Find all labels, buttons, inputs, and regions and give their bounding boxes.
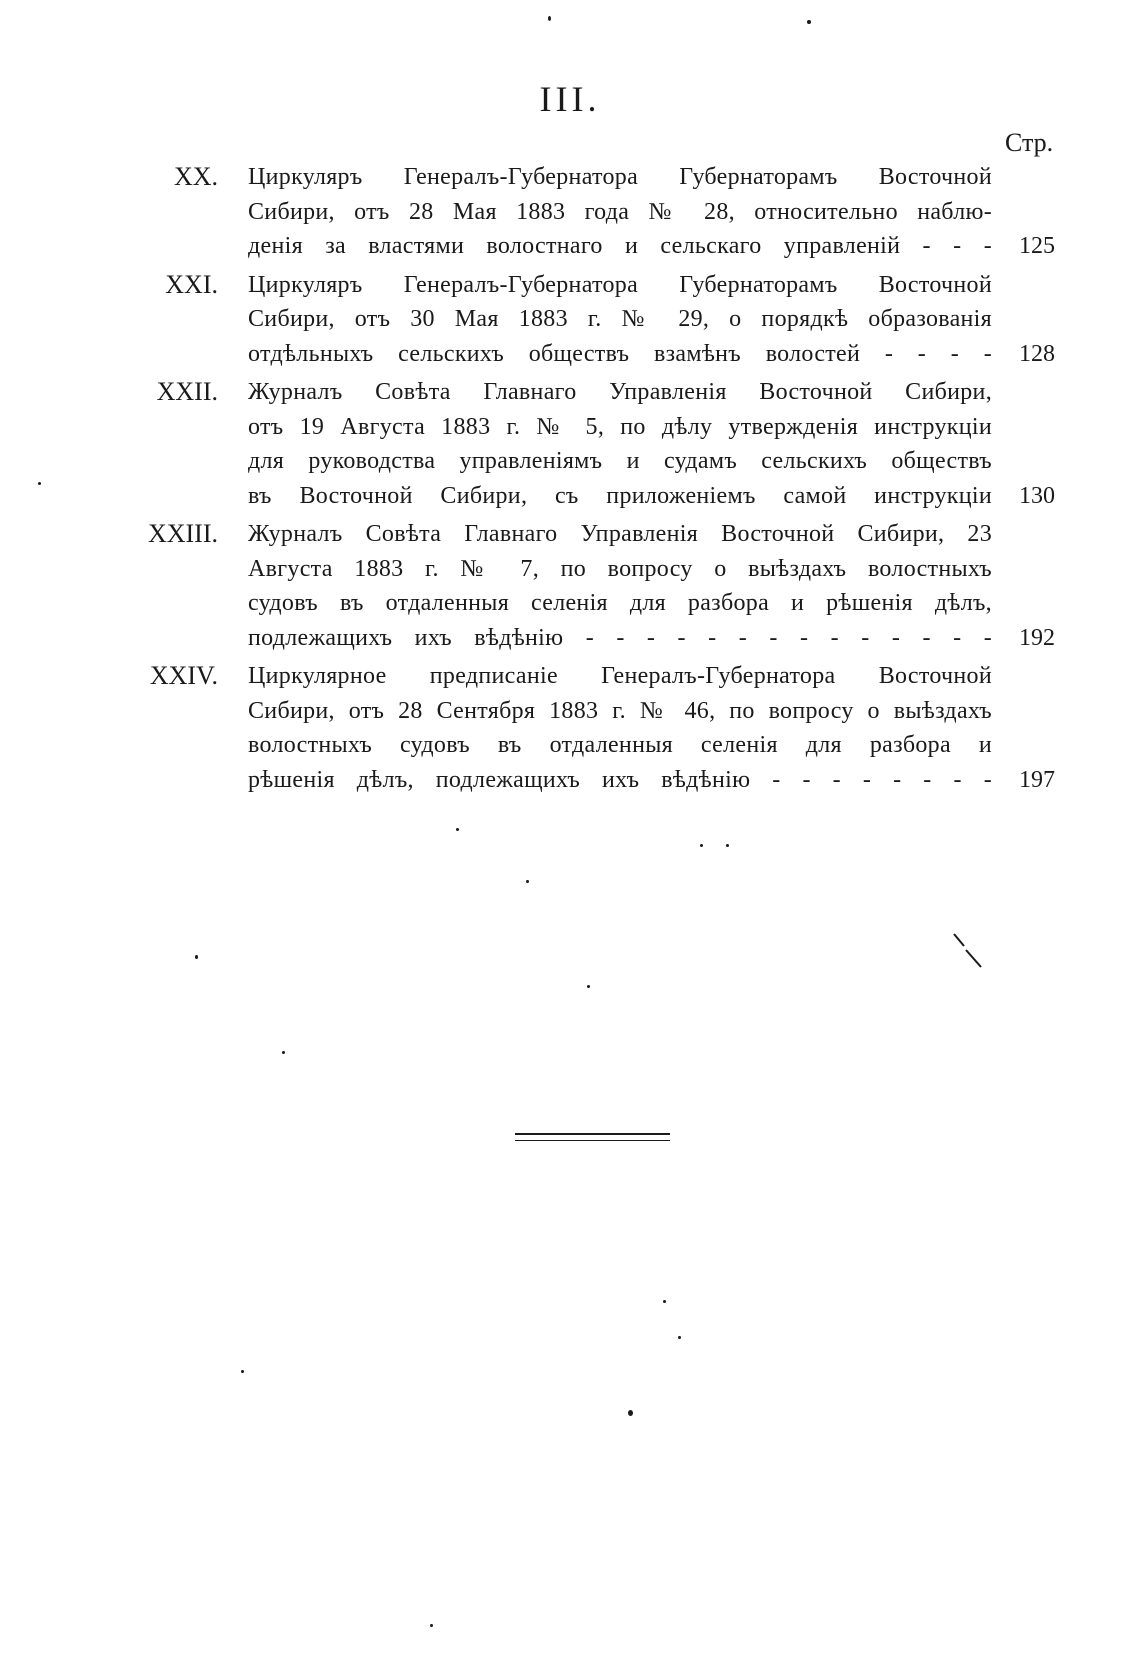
entry-page-ref: 125 bbox=[1019, 233, 1055, 259]
entry-page-ref: 197 bbox=[1019, 766, 1055, 793]
entry-text-line: Журналъ Совѣта Главнаго Управленія Восточной Сибири, bbox=[248, 379, 992, 405]
entry-text-line: волостныхъ судовъ въ отдаленныя селенія для разбора и bbox=[248, 732, 992, 758]
scan-speck bbox=[726, 844, 729, 847]
scan-speck bbox=[587, 985, 590, 988]
entry-text-line: рѣшенія дѣлъ, подлежащихъ ихъ вѣдѣнію - - - - - - - - bbox=[248, 766, 992, 793]
entry-page-ref: 128 bbox=[1019, 340, 1055, 367]
scan-speck bbox=[807, 20, 811, 24]
page-column-header: Стр. bbox=[1005, 128, 1054, 157]
entry-page-ref: 130 bbox=[1019, 482, 1055, 509]
entry-text-line: Циркулярное предписаніе Генералъ-Губернатора Восточной bbox=[248, 663, 992, 689]
entry-text-line: подлежащихъ ихъ вѣдѣнію - - - - - - - - - - - - - - bbox=[248, 624, 992, 651]
scan-speck bbox=[700, 844, 703, 847]
decorative-double-rule bbox=[515, 1133, 670, 1141]
scan-speck bbox=[526, 880, 529, 883]
page-number: III. bbox=[539, 79, 601, 119]
toc-entry bbox=[0, 160, 1140, 264]
scan-speck bbox=[548, 16, 551, 21]
entry-text-line: Циркуляръ Генералъ-Губернатора Губернаторамъ Восточной bbox=[248, 164, 992, 190]
scan-stroke-mark bbox=[950, 930, 985, 970]
scan-speck bbox=[282, 1051, 285, 1054]
toc-entry bbox=[0, 659, 1140, 797]
entry-text-line: Сибири, отъ 30 Мая 1883 г. № 29, о порядкѣ образованія bbox=[248, 306, 992, 332]
scan-speck bbox=[241, 1370, 244, 1373]
scan-speck bbox=[663, 1300, 666, 1303]
scan-speck bbox=[456, 828, 459, 831]
entry-numeral: XXIII. bbox=[147, 519, 218, 548]
entry-text-line: Сибири, отъ 28 Сентября 1883 г. № 46, по вопросу о выѣздахъ bbox=[248, 697, 992, 724]
entry-text-line: Циркуляръ Генералъ-Губернатора Губернаторамъ Восточной bbox=[248, 271, 992, 298]
table-of-contents bbox=[0, 160, 1140, 801]
entry-text-line: Журналъ Совѣта Главнаго Управленія Восточной Сибири, 23 bbox=[248, 521, 992, 547]
scan-speck bbox=[678, 1336, 681, 1339]
toc-entry bbox=[0, 375, 1140, 513]
entry-text-line: отъ 19 Августа 1883 г. № 5, по дѣлу утвержденія инструкціи bbox=[248, 413, 992, 440]
entry-text-line: судовъ въ отдаленныя селенія для разбора и рѣшенія дѣлъ, bbox=[248, 590, 992, 616]
scan-speck bbox=[38, 482, 41, 485]
entry-text-line: въ Восточной Сибири, съ приложеніемъ самой инструкціи bbox=[248, 482, 992, 509]
entry-page-ref: 192 bbox=[1019, 624, 1055, 651]
entry-text-line: для руководства управленіямъ и судамъ сельскихъ обществъ bbox=[248, 448, 992, 474]
entry-numeral: XX. bbox=[173, 162, 218, 191]
entry-numeral: XXIV. bbox=[149, 661, 218, 690]
scan-speck bbox=[628, 1410, 633, 1416]
entry-text-line: отдѣльныхъ сельскихъ обществъ взамѣнъ волостей - - - - bbox=[248, 340, 992, 367]
entry-numeral: XXI. bbox=[165, 269, 218, 299]
toc-entry bbox=[0, 268, 1140, 372]
scan-speck bbox=[195, 955, 198, 959]
entry-text-line: Августа 1883 г. № 7, по вопросу о выѣздахъ волостныхъ bbox=[248, 555, 992, 582]
entry-numeral: XXII. bbox=[156, 377, 218, 406]
toc-entry bbox=[0, 517, 1140, 655]
entry-text-line: Сибири, отъ 28 Мая 1883 года № 28, относительно наблю- bbox=[248, 198, 992, 225]
scan-speck bbox=[430, 1624, 433, 1627]
entry-text-line: денія за властями волостнаго и сельскаго управленій - - - bbox=[248, 233, 992, 259]
